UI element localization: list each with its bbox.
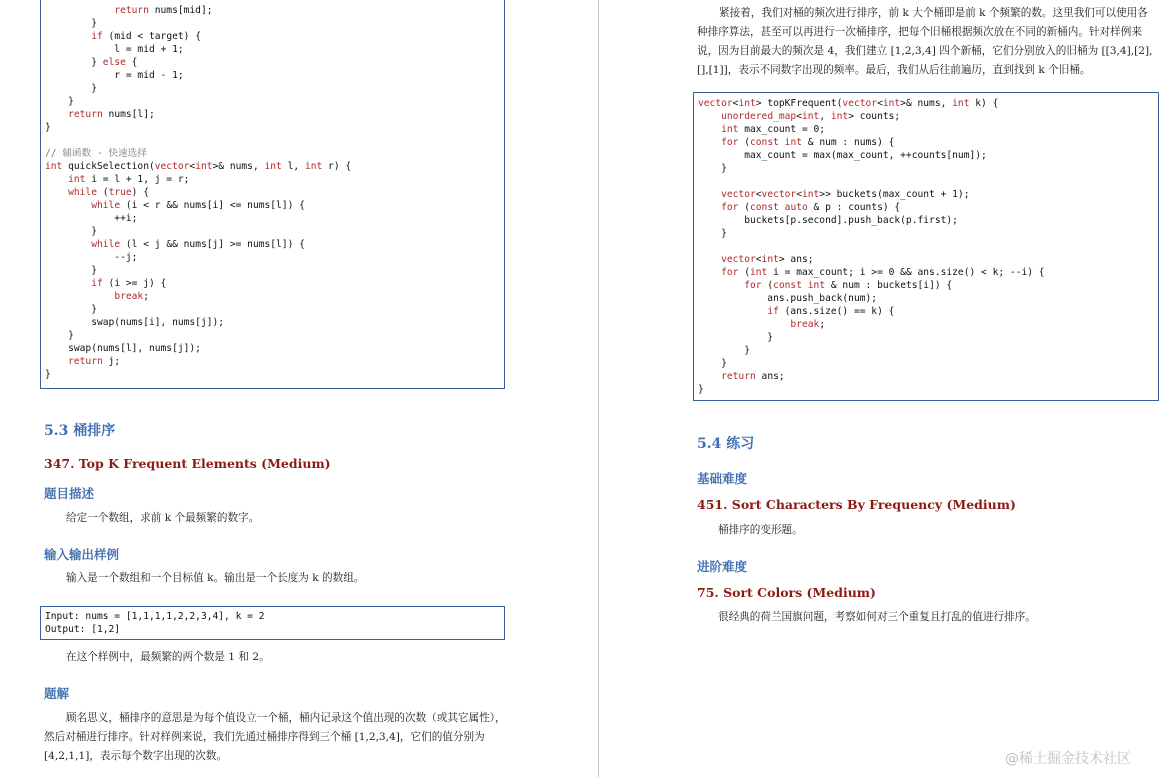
code1-line: swap(nums[i], nums[j]); — [45, 317, 225, 328]
code2-line: } — [698, 384, 704, 395]
code2-line: } — [698, 163, 727, 174]
watermark: @稀土掘金技术社区 — [1005, 751, 1131, 767]
code2-line: unordered_map<int, int> counts; — [721, 111, 901, 122]
code1-line: int quickSelection(vector<int>& nums, int l, int r) { — [45, 161, 352, 172]
code-block-top-k-frequent — [693, 92, 1159, 401]
code2-line: for (const int & num : buckets[i]) { — [744, 280, 953, 291]
code1-line: --j; — [45, 252, 138, 263]
code1-line: } — [45, 83, 97, 94]
intro-text: 紧接着，我们对桶的频次进行排序，前 k 大个桶即是前 k 个频繁的数。这里我们可以使用各种排序算法，甚至可以再进行一次桶排序，把每个旧桶根据频次放在不同的新桶内。针对样例来说，因为目前最大的频次是 4，我们建立 [1,2,3,4] 四个新桶，它们分别放入的旧桶为 [[3,4],[2],[],[1]]，表示不同数字出现的频率。最后，我们从后往前遍历，直到找到 k 个旧桶。 — [697, 7, 1153, 76]
code1-line: } — [45, 369, 51, 380]
code1-line: } — [45, 304, 97, 315]
code1-line: if (mid < target) { — [91, 31, 201, 42]
code1-line: } — [45, 122, 51, 133]
code1-line: l = mid + 1; — [45, 44, 184, 55]
problem-title-347: 347. Top K Frequent Elements (Medium) — [44, 456, 331, 471]
code2-line — [698, 175, 1154, 188]
code2-line: if (ans.size() == k) { — [767, 306, 895, 317]
code1-line: break; — [114, 291, 149, 302]
heading-solution: 题解 — [44, 686, 70, 701]
code2-line: } — [698, 358, 727, 369]
code-block-quick-selection — [40, 0, 505, 389]
heading-basic: 基础难度 — [697, 471, 748, 486]
code2-line: for (const int & num : nums) { — [721, 137, 895, 148]
code2-line: vector<int> ans; — [721, 254, 814, 265]
code2-line: int max_count = 0; — [721, 124, 826, 135]
code1-line: while (i < r && nums[i] <= nums[l]) { — [91, 200, 305, 211]
section-title-exercises: 5.4 练习 — [697, 436, 755, 452]
problem-451-text: 桶排序的变形题。 — [718, 524, 803, 536]
code-block-example — [40, 606, 505, 640]
section-title-bucket-sort: 5.3 桶排序 — [44, 423, 116, 439]
example-code-line: Input: nums = [1,1,1,1,2,2,3,4], k = 2 — [45, 611, 265, 622]
example-note: 在这个样例中，最频繁的两个数是 1 和 2。 — [66, 651, 270, 663]
code1-line: r = mid - 1; — [45, 70, 184, 81]
code1-line: ++i; — [45, 213, 138, 224]
heading-io-example: 输入输出样例 — [44, 547, 120, 562]
code1-line: swap(nums[l], nums[j]); — [45, 343, 201, 354]
code1-line — [45, 134, 500, 147]
code1-line: } — [45, 18, 97, 29]
code2-line: vector<vector<int>> buckets(max_count + 1); — [721, 189, 970, 200]
code2-line: } — [698, 345, 750, 356]
problem-title-451: 451. Sort Characters By Frequency (Medium) — [697, 497, 1016, 512]
code1-line: } — [45, 330, 74, 341]
code1-line: } — [45, 226, 97, 237]
code2-line: } — [698, 332, 774, 343]
code2-line: vector<int> topKFrequent(vector<int>& nums, int k) { — [698, 98, 999, 109]
code1-line: int i = l + 1, j = r; — [68, 174, 190, 185]
heading-description: 题目描述 — [44, 486, 95, 501]
code2-line: break; — [790, 319, 826, 330]
code2-line: for (int i = max_count; i >= 0 && ans.size() < k; --i) { — [721, 267, 1045, 278]
code1-line: // 辅函数 - 快速选择 — [45, 148, 147, 159]
code2-line: buckets[p.second].push_back(p.first); — [698, 215, 958, 226]
code2-line: ans.push_back(num); — [698, 293, 878, 304]
code1-line: return j; — [68, 356, 121, 367]
problem-75-text: 很经典的荷兰国旗问题，考察如何对三个重复且打乱的值进行排序。 — [718, 611, 1036, 623]
code1-line: return nums[mid]; — [114, 5, 213, 16]
description-text: 给定一个数组，求前 k 个最频繁的数字。 — [66, 512, 260, 524]
problem-title-75: 75. Sort Colors (Medium) — [697, 585, 876, 600]
solution-text: 顾名思义，桶排序的意思是为每个值设立一个桶，桶内记录这个值出现的次数（或其它属性），然后对桶进行排序。针对样例来说，我们先通过桶排序得到三个桶 [1,2,3,4]，它们的值分别为 [4,2,1,1]，表示每个数字出现的次数。 — [44, 712, 506, 762]
page-divider — [598, 0, 599, 777]
code2-line — [698, 240, 1154, 253]
code1-line: } — [45, 96, 74, 107]
code2-line: for (const auto & p : counts) { — [721, 202, 901, 213]
code1-line: if (i >= j) { — [91, 278, 167, 289]
code2-line: max_count = max(max_count, ++counts[num]); — [698, 150, 987, 161]
code1-line: } else { — [45, 57, 138, 68]
code1-line: while (l < j && nums[j] >= nums[l]) { — [91, 239, 305, 250]
code2-line: } — [698, 228, 727, 239]
heading-advanced: 进阶难度 — [697, 559, 748, 574]
code1-line: return nums[l]; — [68, 109, 155, 120]
io-text: 输入是一个数组和一个目标值 k。输出是一个长度为 k 的数组。 — [66, 572, 365, 584]
example-code-line: Output: [1,2] — [45, 624, 121, 635]
code1-line: while (true) { — [68, 187, 149, 198]
code1-line: } — [45, 265, 97, 276]
code2-line: return ans; — [721, 371, 785, 382]
